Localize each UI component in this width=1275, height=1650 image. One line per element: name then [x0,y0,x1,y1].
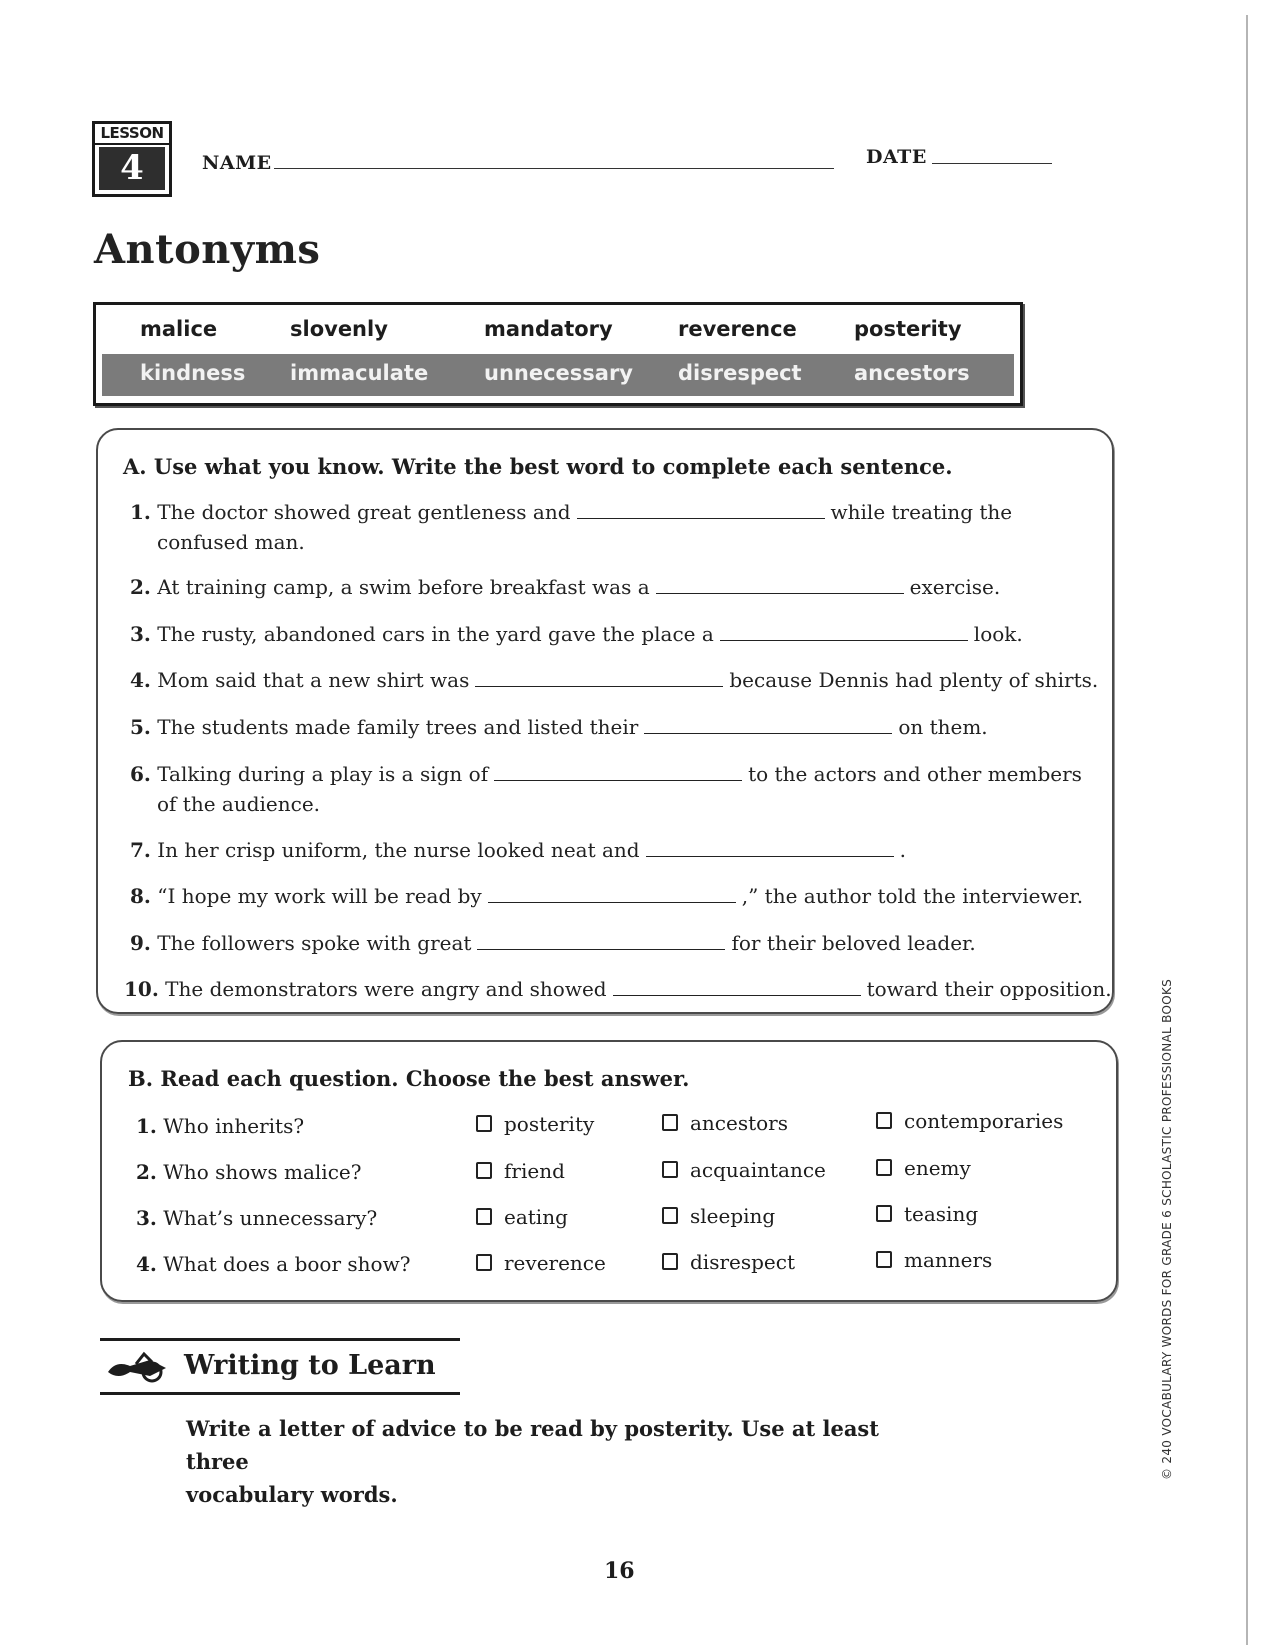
question-text: Who shows malice? [163,1160,362,1184]
sentence-number: 2. [130,575,151,599]
option-label: ancestors [690,1111,789,1135]
answer-option[interactable] [662,1204,775,1228]
sentence-number: 7. [130,838,151,862]
answer-option[interactable] [476,1205,568,1229]
question-1 [136,1114,304,1138]
question-3 [136,1206,377,1230]
antonym-strip [102,354,1014,396]
page-number: 16 [604,1558,635,1584]
sentence-10 [124,977,1112,1001]
question-number: 4. [136,1252,157,1276]
sentence-text-before: At training camp, a swim before breakfast was a [157,575,650,599]
sentence-6 [130,762,1082,786]
answer-option[interactable] [876,1156,971,1180]
answer-blank-9[interactable] [477,933,725,950]
sentence-5 [130,715,988,739]
option-label: contemporaries [904,1109,1064,1133]
answer-blank-10[interactable] [613,979,861,996]
option-label: posterity [504,1112,595,1136]
section-a-instruction: Use what you know. Write the best word to complete each sentence. [153,454,953,479]
question-text: What’s unnecessary? [163,1206,378,1230]
option-label: reverence [504,1251,606,1275]
page-title: Antonyms [94,226,321,273]
writing-bottom-rule [100,1392,460,1395]
option-label: sleeping [690,1204,776,1228]
checkbox[interactable] [876,1205,892,1222]
antonym-word-immaculate: immaculate [290,361,429,385]
sentence-3 [130,622,1023,646]
date-label: DATE [866,146,927,168]
question-number: 1. [136,1114,157,1138]
answer-option[interactable] [662,1250,795,1274]
answer-option[interactable] [662,1111,788,1135]
antonym-word-unnecessary: unnecessary [484,361,633,385]
lesson-badge [92,121,172,197]
name-label: NAME [202,152,272,174]
sentence-text-after: on them. [898,715,988,739]
checkbox[interactable] [876,1251,892,1268]
sentence-text-before: The followers spoke with great [157,931,472,955]
sentence-text-before: “I hope my work will be read by [157,884,482,908]
sentence-6-continued: of the audience. [157,792,321,816]
antonym-word-ancestors: ancestors [854,361,970,385]
sentence-number: 8. [130,884,151,908]
sentence-number: 10. [124,977,159,1001]
checkbox[interactable] [476,1162,492,1179]
sentence-9 [130,931,976,955]
scan-edge-line [1246,15,1248,1645]
sentence-text-after: to the actors and other members [748,762,1082,786]
sentence-number: 3. [130,622,151,646]
answer-option[interactable] [476,1159,565,1183]
sentence-text-before: The doctor showed great gentleness and [157,500,571,524]
sentence-number: 5. [130,715,151,739]
answer-blank-8[interactable] [488,886,736,903]
option-label: enemy [904,1156,971,1180]
writing-top-rule [100,1338,460,1341]
answer-blank-5[interactable] [644,717,892,734]
sentence-text-before: The students made family trees and listed their [157,715,639,739]
answer-blank-7[interactable] [646,840,894,857]
sentence-number: 6. [130,762,151,786]
option-label: eating [504,1205,568,1229]
pencil-icon [106,1350,172,1390]
sentence-text-before: In her crisp uniform, the nurse looked neat and [157,838,640,862]
sentence-text-after: . [899,838,906,862]
antonym-word-kindness: kindness [140,361,246,385]
option-label: teasing [904,1202,979,1226]
sentence-text-after: ,” the author told the interviewer. [741,884,1084,908]
answer-blank-1[interactable] [577,502,825,519]
vocab-word-slovenly: slovenly [290,317,388,341]
sentence-text-before: Mom said that a new shirt was [157,668,470,692]
option-label: friend [504,1159,565,1183]
question-number: 3. [136,1206,157,1230]
section-a-heading [123,454,953,479]
sentence-text-after: toward their opposition. [866,977,1112,1001]
writing-prompt-line-1: Write a letter of advice to be read by posterity. Use at least three [186,1416,879,1474]
checkbox[interactable] [662,1161,678,1178]
answer-blank-2[interactable] [656,577,904,594]
sentence-text-after: while treating the [830,500,1013,524]
sentence-8 [130,884,1083,908]
sentence-number: 9. [130,931,151,955]
answer-option[interactable] [476,1112,594,1136]
checkbox[interactable] [476,1254,492,1271]
vocab-word-malice: malice [140,317,218,341]
section-b-heading [128,1066,689,1091]
answer-blank-6[interactable] [494,764,742,781]
sentence-text-after: because Dennis had plenty of shirts. [729,668,1099,692]
section-b-letter: B. [128,1066,154,1091]
lesson-label: LESSON [95,124,169,145]
writing-prompt [186,1412,946,1511]
answer-blank-3[interactable] [720,624,968,641]
answer-option[interactable] [662,1158,826,1182]
checkbox[interactable] [876,1159,892,1176]
sentence-1-continued: confused man. [157,530,305,554]
answer-blank-4[interactable] [475,670,723,687]
sentence-text-before: The demonstrators were angry and showed [165,977,607,1001]
sentence-text-before: The rusty, abandoned cars in the yard gave the place a [157,622,714,646]
writing-prompt-line-2: vocabulary words. [186,1482,398,1507]
checkbox[interactable] [876,1112,892,1129]
question-number: 2. [136,1160,157,1184]
question-text: What does a boor show? [163,1252,411,1276]
answer-option[interactable] [876,1248,992,1272]
name-field[interactable] [274,168,834,169]
sentence-7 [130,838,906,862]
answer-option[interactable] [876,1109,1063,1133]
section-a-letter: A. [123,454,147,479]
sentence-text-after: exercise. [909,575,1001,599]
option-label: acquaintance [690,1158,826,1182]
sentence-2 [130,575,1000,599]
section-b-instruction: Read each question. Choose the best answer. [160,1066,690,1091]
vocab-word-reverence: reverence [678,317,797,341]
question-text: Who inherits? [163,1114,305,1138]
lesson-number: 4 [99,147,165,190]
checkbox[interactable] [476,1115,492,1132]
date-field[interactable] [932,163,1052,164]
answer-option[interactable] [476,1251,606,1275]
checkbox[interactable] [476,1208,492,1225]
vocabulary-word-box [93,302,1023,406]
sentence-4 [130,668,1098,692]
checkbox[interactable] [662,1114,678,1131]
copyright-credit: © 240 VOCABULARY WORDS FOR GRADE 6 SCHOLASTIC PROFESSIONAL BOOKS [1160,978,1174,1480]
sentence-text-after: for their beloved leader. [731,931,976,955]
question-2 [136,1160,361,1184]
answer-option[interactable] [876,1202,978,1226]
question-4 [136,1252,410,1276]
antonym-word-disrespect: disrespect [678,361,802,385]
vocab-word-posterity: posterity [854,317,962,341]
option-label: disrespect [690,1250,795,1274]
sentence-number: 4. [130,668,151,692]
checkbox[interactable] [662,1253,678,1270]
vocab-word-mandatory: mandatory [484,317,613,341]
checkbox[interactable] [662,1207,678,1224]
sentence-text-before: Talking during a play is a sign of [157,762,489,786]
option-label: manners [904,1248,993,1272]
writing-to-learn-title: Writing to Learn [184,1350,436,1381]
sentence-number: 1. [130,500,151,524]
sentence-text-after: look. [973,622,1023,646]
sentence-1 [130,500,1012,524]
